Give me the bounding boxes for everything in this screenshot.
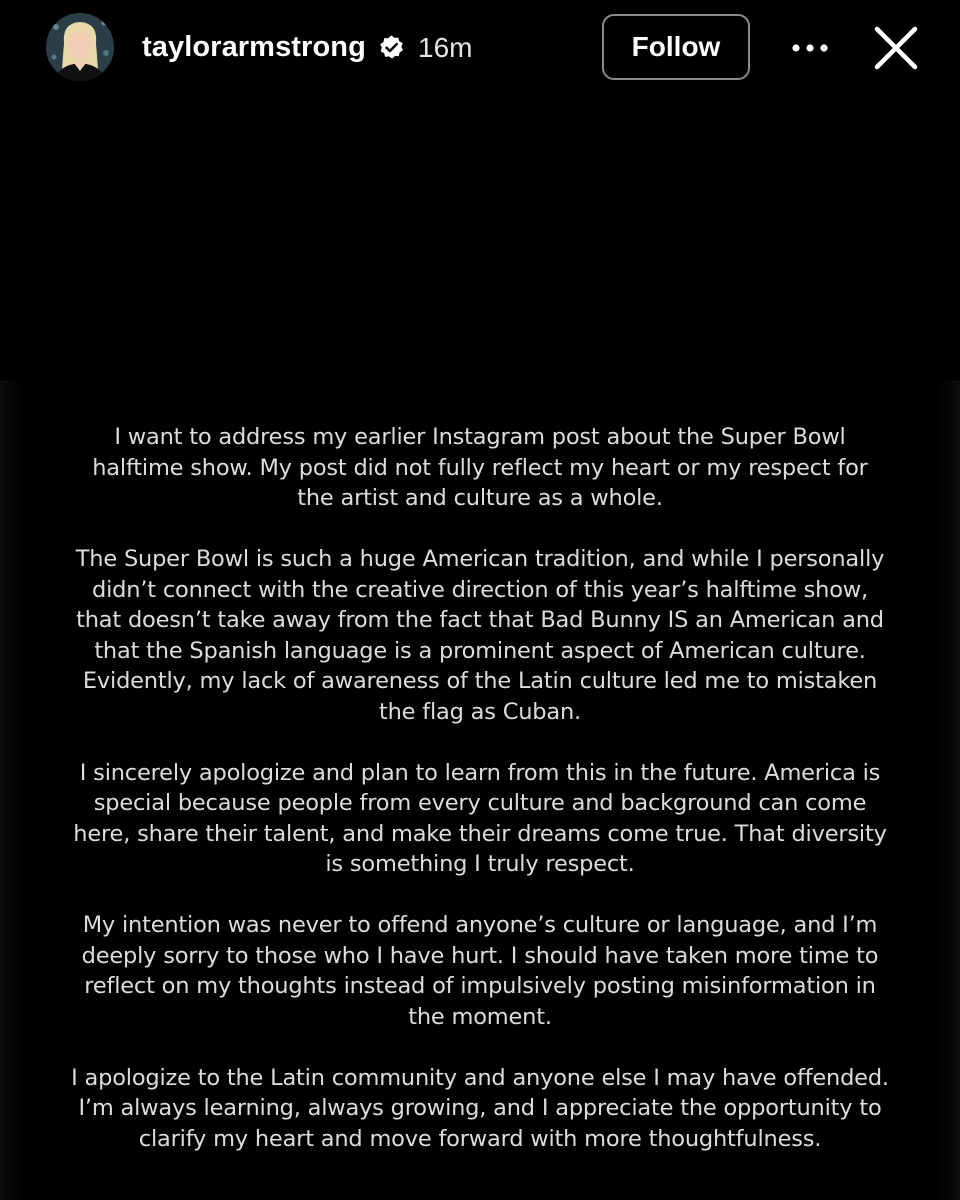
- statement-line: that the Spanish language is a prominent aspect of American culture.: [94, 637, 866, 664]
- statement-line: here, share their talent, and make their dreams come true. That diversity: [73, 820, 887, 847]
- statement-line: I sincerely apologize and plan to learn from this in the future. America is: [79, 759, 881, 786]
- statement-line: Evidently, my lack of awareness of the Latin culture led me to mistaken: [82, 668, 878, 694]
- statement-line: clarify my heart and move forward with more thoughtfulness.: [138, 1125, 822, 1152]
- statement-line: special because people from every culture and background can come: [93, 790, 867, 816]
- close-icon[interactable]: [872, 24, 920, 72]
- right-edge-shade: [938, 380, 960, 1200]
- username-link[interactable]: taylorarmstrong: [142, 31, 366, 63]
- more-options-icon[interactable]: [788, 30, 832, 66]
- statement-paragraph: [30, 1063, 930, 1155]
- left-edge-shade: [0, 380, 22, 1200]
- statement-line: My intention was never to offend anyone’s culture or language, and I’m: [82, 912, 878, 938]
- statement-line: is something I truly respect.: [325, 851, 635, 877]
- statement-paragraph: [30, 758, 930, 880]
- verified-badge-icon: [378, 34, 405, 61]
- statement-line: that doesn’t take away from the fact that Bad Bunny IS an American and: [76, 607, 884, 633]
- statement-paragraph: [30, 910, 930, 1032]
- statement-line: I’m always learning, always growing, and I appreciate the opportunity to: [78, 1095, 882, 1121]
- post-timestamp: 16m: [418, 32, 473, 63]
- statement-paragraph: [30, 544, 930, 727]
- statement-line: didn’t connect with the creative direction of this year’s halftime show,: [92, 576, 868, 603]
- avatar-photo-icon: [46, 13, 114, 81]
- statement-line: the flag as Cuban.: [379, 698, 581, 725]
- avatar[interactable]: [46, 13, 114, 81]
- statement-line: reflect on my thoughts instead of impulsively posting misinformation in: [84, 973, 876, 999]
- statement-line: I apologize to the Latin community and anyone else I may have offended.: [71, 1064, 889, 1091]
- story-header: [0, 0, 960, 96]
- statement-line: deeply sorry to those who I have hurt. I should have taken more time to: [81, 942, 879, 969]
- statement-paragraph: [30, 422, 930, 514]
- statement-line: halftime show. My post did not fully reflect my heart or my respect for: [92, 454, 868, 481]
- statement-line: The Super Bowl is such a huge American tradition, and while I personally: [75, 546, 885, 572]
- follow-button[interactable]: Follow: [602, 14, 750, 80]
- story-statement-text: [30, 422, 930, 1154]
- statement-line: the artist and culture as a whole.: [297, 485, 663, 511]
- statement-line: the moment.: [408, 1003, 552, 1030]
- statement-line: I want to address my earlier Instagram post about the Super Bowl: [114, 424, 846, 450]
